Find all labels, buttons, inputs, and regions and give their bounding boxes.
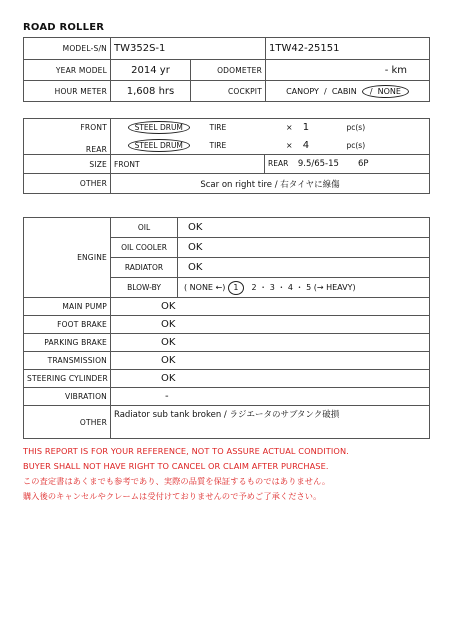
- transmission-label: TRANSMISSION: [24, 352, 111, 370]
- page-title: ROAD ROLLER: [23, 22, 105, 33]
- cockpit-cabin: CABIN: [331, 86, 357, 96]
- front-type: STEEL DRUM: [111, 119, 207, 137]
- steering-value: OK: [111, 370, 430, 388]
- front-tire: TIRE: [207, 119, 265, 137]
- other-value: Radiator sub tank broken / ラジエータのサブタンク破損: [111, 406, 430, 439]
- engine-label: ENGINE: [24, 218, 111, 298]
- rear-qty: × 4: [265, 137, 331, 155]
- disclaimer-line-4: 購入後のキャンセルやクレームは受付けておりませんので予めご了承ください。: [23, 491, 322, 501]
- disclaimer-line-2: BUYER SHALL NOT HAVE RIGHT TO CANCEL OR CLAIM AFTER PURCHASE.: [23, 461, 329, 471]
- year-label: YEAR MODEL: [24, 60, 111, 81]
- year-value: 2014 yr: [111, 60, 191, 81]
- blowby-selected-circle: 1: [228, 281, 244, 295]
- size-rear: REAR 9.5/65-15 6P: [265, 155, 430, 174]
- vibration-label: VIBRATION: [24, 388, 111, 406]
- rear-type: STEEL DRUM: [111, 137, 207, 155]
- radiator-label: RADIATOR: [111, 258, 178, 278]
- disclaimer-line-3: この査定書はあくまでも参考であり、実際の品質を保証するものではありません。: [23, 476, 331, 486]
- transmission-value: OK: [111, 352, 430, 370]
- cockpit-label: COCKPIT: [191, 81, 266, 102]
- disclaimer-line-1: THIS REPORT IS FOR YOUR REFERENCE, NOT TO ASSURE ACTUAL CONDITION.: [23, 446, 349, 456]
- rear-label: REAR: [24, 137, 111, 155]
- oil-cooler-value: OK: [178, 238, 430, 258]
- foot-brake-value: OK: [111, 316, 430, 334]
- steering-label: STEERING CYLINDER: [24, 370, 111, 388]
- front-qty: × 1: [265, 119, 331, 137]
- parking-brake-value: OK: [111, 334, 430, 352]
- model-label: MODEL-S/N: [24, 38, 111, 60]
- other-label: OTHER: [24, 406, 111, 439]
- foot-brake-label: FOOT BRAKE: [24, 316, 111, 334]
- blowby-label: BLOW-BY: [111, 278, 178, 298]
- cockpit-none-circled: / NONE: [362, 85, 409, 98]
- header-table: [23, 37, 430, 102]
- rear-tire: TIRE: [207, 137, 265, 155]
- blowby-scale: ( NONE ←) 1 2 ・ 3 ・ 4 ・ 5 (→ HEAVY): [178, 278, 430, 298]
- tires-other-label: OTHER: [24, 174, 111, 194]
- tires-other-value: Scar on right tire / 右タイヤに線傷: [111, 174, 430, 194]
- oil-value: OK: [178, 218, 430, 238]
- rear-unit: pc(s): [331, 137, 430, 155]
- front-label: FRONT: [24, 119, 111, 137]
- odometer-value: - km: [266, 60, 430, 81]
- size-label: SIZE: [24, 155, 111, 174]
- oil-label: OIL: [111, 218, 178, 238]
- odometer-label: ODOMETER: [191, 60, 266, 81]
- tires-table: [23, 118, 430, 194]
- radiator-value: OK: [178, 258, 430, 278]
- parking-brake-label: PARKING BRAKE: [24, 334, 111, 352]
- main-pump-value: OK: [111, 298, 430, 316]
- oil-cooler-label: OIL COOLER: [111, 238, 178, 258]
- front-unit: pc(s): [331, 119, 430, 137]
- vibration-value: -: [111, 388, 430, 406]
- main-pump-label: MAIN PUMP: [24, 298, 111, 316]
- cockpit-options: CANOPY / CABIN / NONE: [266, 81, 430, 102]
- size-front: FRONT: [111, 155, 265, 174]
- hour-label: HOUR METER: [24, 81, 111, 102]
- model-value: TW352S-1: [111, 38, 266, 60]
- inspection-table: [23, 217, 430, 439]
- serial-value: 1TW42-25151: [266, 38, 430, 60]
- hour-value: 1,608 hrs: [111, 81, 191, 102]
- cockpit-canopy: CANOPY: [286, 86, 319, 96]
